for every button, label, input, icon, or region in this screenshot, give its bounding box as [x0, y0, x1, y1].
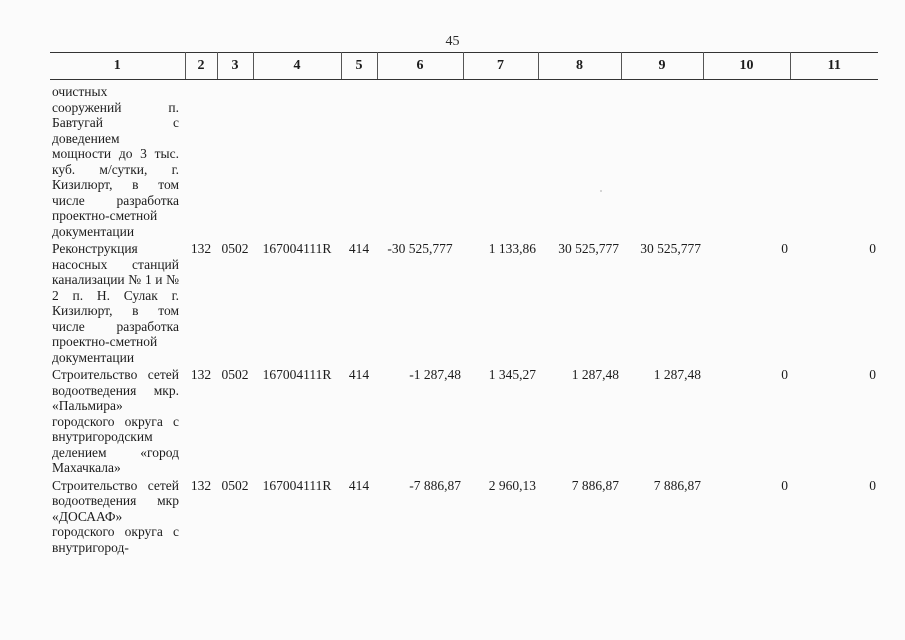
cell-col3: 0502: [221, 367, 249, 382]
cell-col8: [538, 80, 621, 240]
column-header: 6: [377, 53, 463, 80]
page-number: 45: [445, 34, 460, 49]
column-header: 10: [703, 53, 790, 80]
cell-col7: 2 960,13: [488, 477, 536, 493]
column-header: 3: [217, 53, 253, 80]
cell-col11: 0: [869, 477, 876, 493]
cell-col10: 0: [781, 367, 788, 382]
cell-col7: [463, 80, 538, 240]
cell-col6: -7 886,87: [409, 477, 461, 493]
cell-col3: 0502: [221, 477, 249, 493]
table-row: [50, 476, 878, 556]
cell-col4: 167004111R: [262, 241, 332, 256]
cell-col8: 30 525,777: [558, 241, 619, 256]
row-description: Реконструкция насосных станций канализации № 1 и № 2 п. Н. Сулак г. Кизилюрт, в том числе разработка проектно-сметной документации: [52, 241, 179, 365]
table-header-row: [50, 53, 878, 80]
row-description: Строительство сетей водоотведения мкр «ДОСААФ» городского округа с внутригород-: [52, 477, 179, 555]
cell-col11: [790, 80, 878, 240]
cell-col7: 1 345,27: [488, 367, 536, 382]
table-row: [50, 365, 878, 476]
cell-col2: 132: [190, 477, 212, 493]
cell-col2: 132: [190, 241, 212, 256]
cell-col3: [217, 80, 253, 240]
cell-col3: 0502: [221, 241, 249, 256]
column-header: 9: [621, 53, 703, 80]
cell-col5: [341, 80, 377, 240]
column-header: 1: [50, 53, 185, 80]
cell-col4: 167004111R: [262, 367, 332, 382]
column-header: 11: [790, 53, 878, 80]
cell-col10: 0: [781, 241, 788, 256]
column-header: 5: [341, 53, 377, 80]
cell-col11: 0: [869, 367, 876, 382]
cell-col8: 7 886,87: [571, 477, 619, 493]
cell-col11: 0: [869, 241, 876, 256]
column-header: 2: [185, 53, 217, 80]
cell-col4: [253, 80, 341, 240]
cell-col9: [621, 80, 703, 240]
cell-col7: 1 133,86: [488, 241, 536, 256]
cell-col9: 30 525,777: [640, 241, 701, 256]
cell-col9: 1 287,48: [653, 367, 701, 382]
cell-col9: 7 886,87: [653, 477, 701, 493]
row-description: Строительство сетей водоотведения мкр. «Пальмира» городского округа с внутригородским делением «город Махачкала»: [52, 367, 179, 475]
cell-col6: -30 525,777: [387, 241, 453, 256]
cell-col6: [377, 80, 463, 240]
row-description: очистных сооружений п. Бавтугай с доведением мощности до 3 тыс. куб. м/сутки, г. Кизилюрт, в том числе разработка проектно-сметной документации: [52, 84, 179, 239]
cell-col2: [185, 80, 217, 240]
table-row: [50, 239, 878, 365]
table-row: [50, 80, 878, 240]
cell-col5: 414: [348, 367, 370, 382]
cell-col5: 414: [348, 477, 370, 493]
column-header: 4: [253, 53, 341, 80]
cell-col10: [703, 80, 790, 240]
cell-col2: 132: [190, 367, 212, 382]
column-header: 8: [538, 53, 621, 80]
cell-col10: 0: [781, 477, 788, 493]
column-header: 7: [463, 53, 538, 80]
budget-table: [50, 52, 878, 555]
cell-col4: 167004111R: [262, 477, 332, 493]
cell-col6: -1 287,48: [409, 367, 461, 382]
cell-col8: 1 287,48: [571, 367, 619, 382]
cell-col5: 414: [348, 241, 370, 256]
